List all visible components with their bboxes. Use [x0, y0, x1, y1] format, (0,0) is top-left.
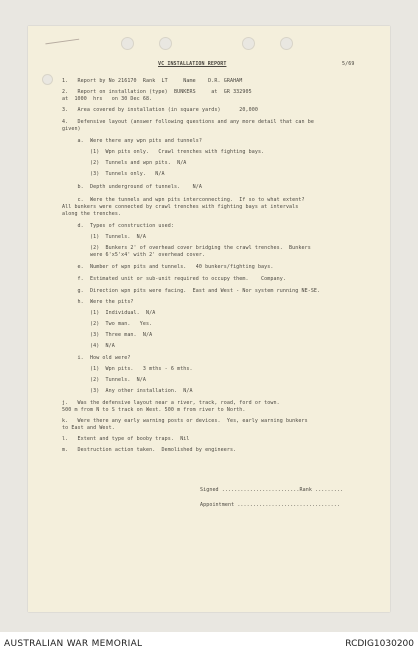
line-4b: b. Depth underground of tunnels. N/A [62, 184, 202, 190]
punch-hole [121, 37, 134, 50]
line-4i-1: (1) Wpn pits. 3 mths - 6 mths. [62, 366, 193, 372]
archive-id: RCDIG1030200 [345, 639, 414, 649]
line-4a-3: (3) Tunnels only. N/A [62, 171, 165, 177]
line-j: j. Was the defensive layout near a river, track, road, ford or town. [62, 400, 280, 406]
line-4i-2: (2) Tunnels. N/A [62, 377, 146, 383]
punch-hole [42, 74, 53, 85]
page-reference: 5/69 [342, 61, 355, 67]
line-4a-1: (1) Wpn pits only. Crawl trenches with fighting bays. [62, 149, 265, 155]
line-4g: g. Direction wpn pits were facing. East and West - Nor system running NE-SE. [62, 288, 321, 294]
line-4d-2-cont: were 6'x5'x4' with 2' overhead cover. [62, 252, 206, 258]
line-2: 2. Report on installation (type) BUNKERS at GR 332905 [62, 89, 252, 95]
line-4h-1: (1) Individual. N/A [62, 310, 156, 316]
archive-footer [0, 632, 418, 654]
line-4d-2: (2) Bunkers 2' of overhead cover bridging the crawl trenches. Bunkers [62, 245, 311, 251]
line-m: m. Destruction action taken. Demolished by engineers. [62, 447, 237, 453]
line-4h: h. Were the pits? [62, 299, 134, 305]
line-4f: f. Estimated unit or sub-unit required to occupy them. Company. [62, 276, 286, 282]
line-4h-3: (3) Three man. N/A [62, 332, 153, 338]
line-4c-cont: All bunkers were connected by crawl trenches with fighting bays at intervals [62, 204, 299, 210]
line-j-cont: 500 m from N to S track on West. 500 m from river to North. [62, 407, 246, 413]
punch-hole [159, 37, 172, 50]
punch-hole [280, 37, 293, 50]
line-4c: c. Were the tunnels and wpn pits interconnecting. If so to what extent? [62, 197, 305, 203]
document-page [28, 26, 390, 612]
line-4d: d. Types of construction used: [62, 223, 174, 229]
line-4e: e. Number of wpn pits and tunnels. 40 bunkers/fighting bays. [62, 264, 274, 270]
line-4h-2: (2) Two man. Yes. [62, 321, 153, 327]
line-4i: i. How old were? [62, 355, 131, 361]
line-4d-1: (1) Tunnels. N/A [62, 234, 146, 240]
line-k: k. Were there any early warning posts or devices. Yes, early warning bunkers [62, 418, 308, 424]
line-4: 4. Defensive layout (answer following questions and any more detail that can be [62, 119, 314, 125]
line-1: 1. Report by No 216170 Rank LT Name D.R. GRAHAM [62, 78, 243, 84]
appointment-line: Appointment ................................. [200, 502, 340, 508]
line-4a: a. Were there any wpn pits and tunnels? [62, 138, 202, 144]
line-k-cont: to East and West. [62, 425, 115, 431]
line-3: 3. Area covered by installation (in square yards) 20,000 [62, 107, 258, 113]
line-4a-2: (2) Tunnels and wpn pits. N/A [62, 160, 187, 166]
line-l: l. Extent and type of booby traps. Nil [62, 436, 190, 442]
line-4c-cont2: along the trenches. [62, 211, 122, 217]
document-title: VC INSTALLATION REPORT [158, 61, 227, 67]
signed-line: Signed .........................Rank ......... [200, 487, 344, 493]
line-4h-4: (4) N/A [62, 343, 115, 349]
punch-hole [242, 37, 255, 50]
line-2-cont: at 1000 hrs on 30 Dec 68. [62, 96, 153, 102]
line-4i-3: (3) Any other installation. N/A [62, 388, 193, 394]
archive-name: AUSTRALIAN WAR MEMORIAL [4, 639, 143, 649]
line-4-cont: given) [62, 126, 81, 132]
